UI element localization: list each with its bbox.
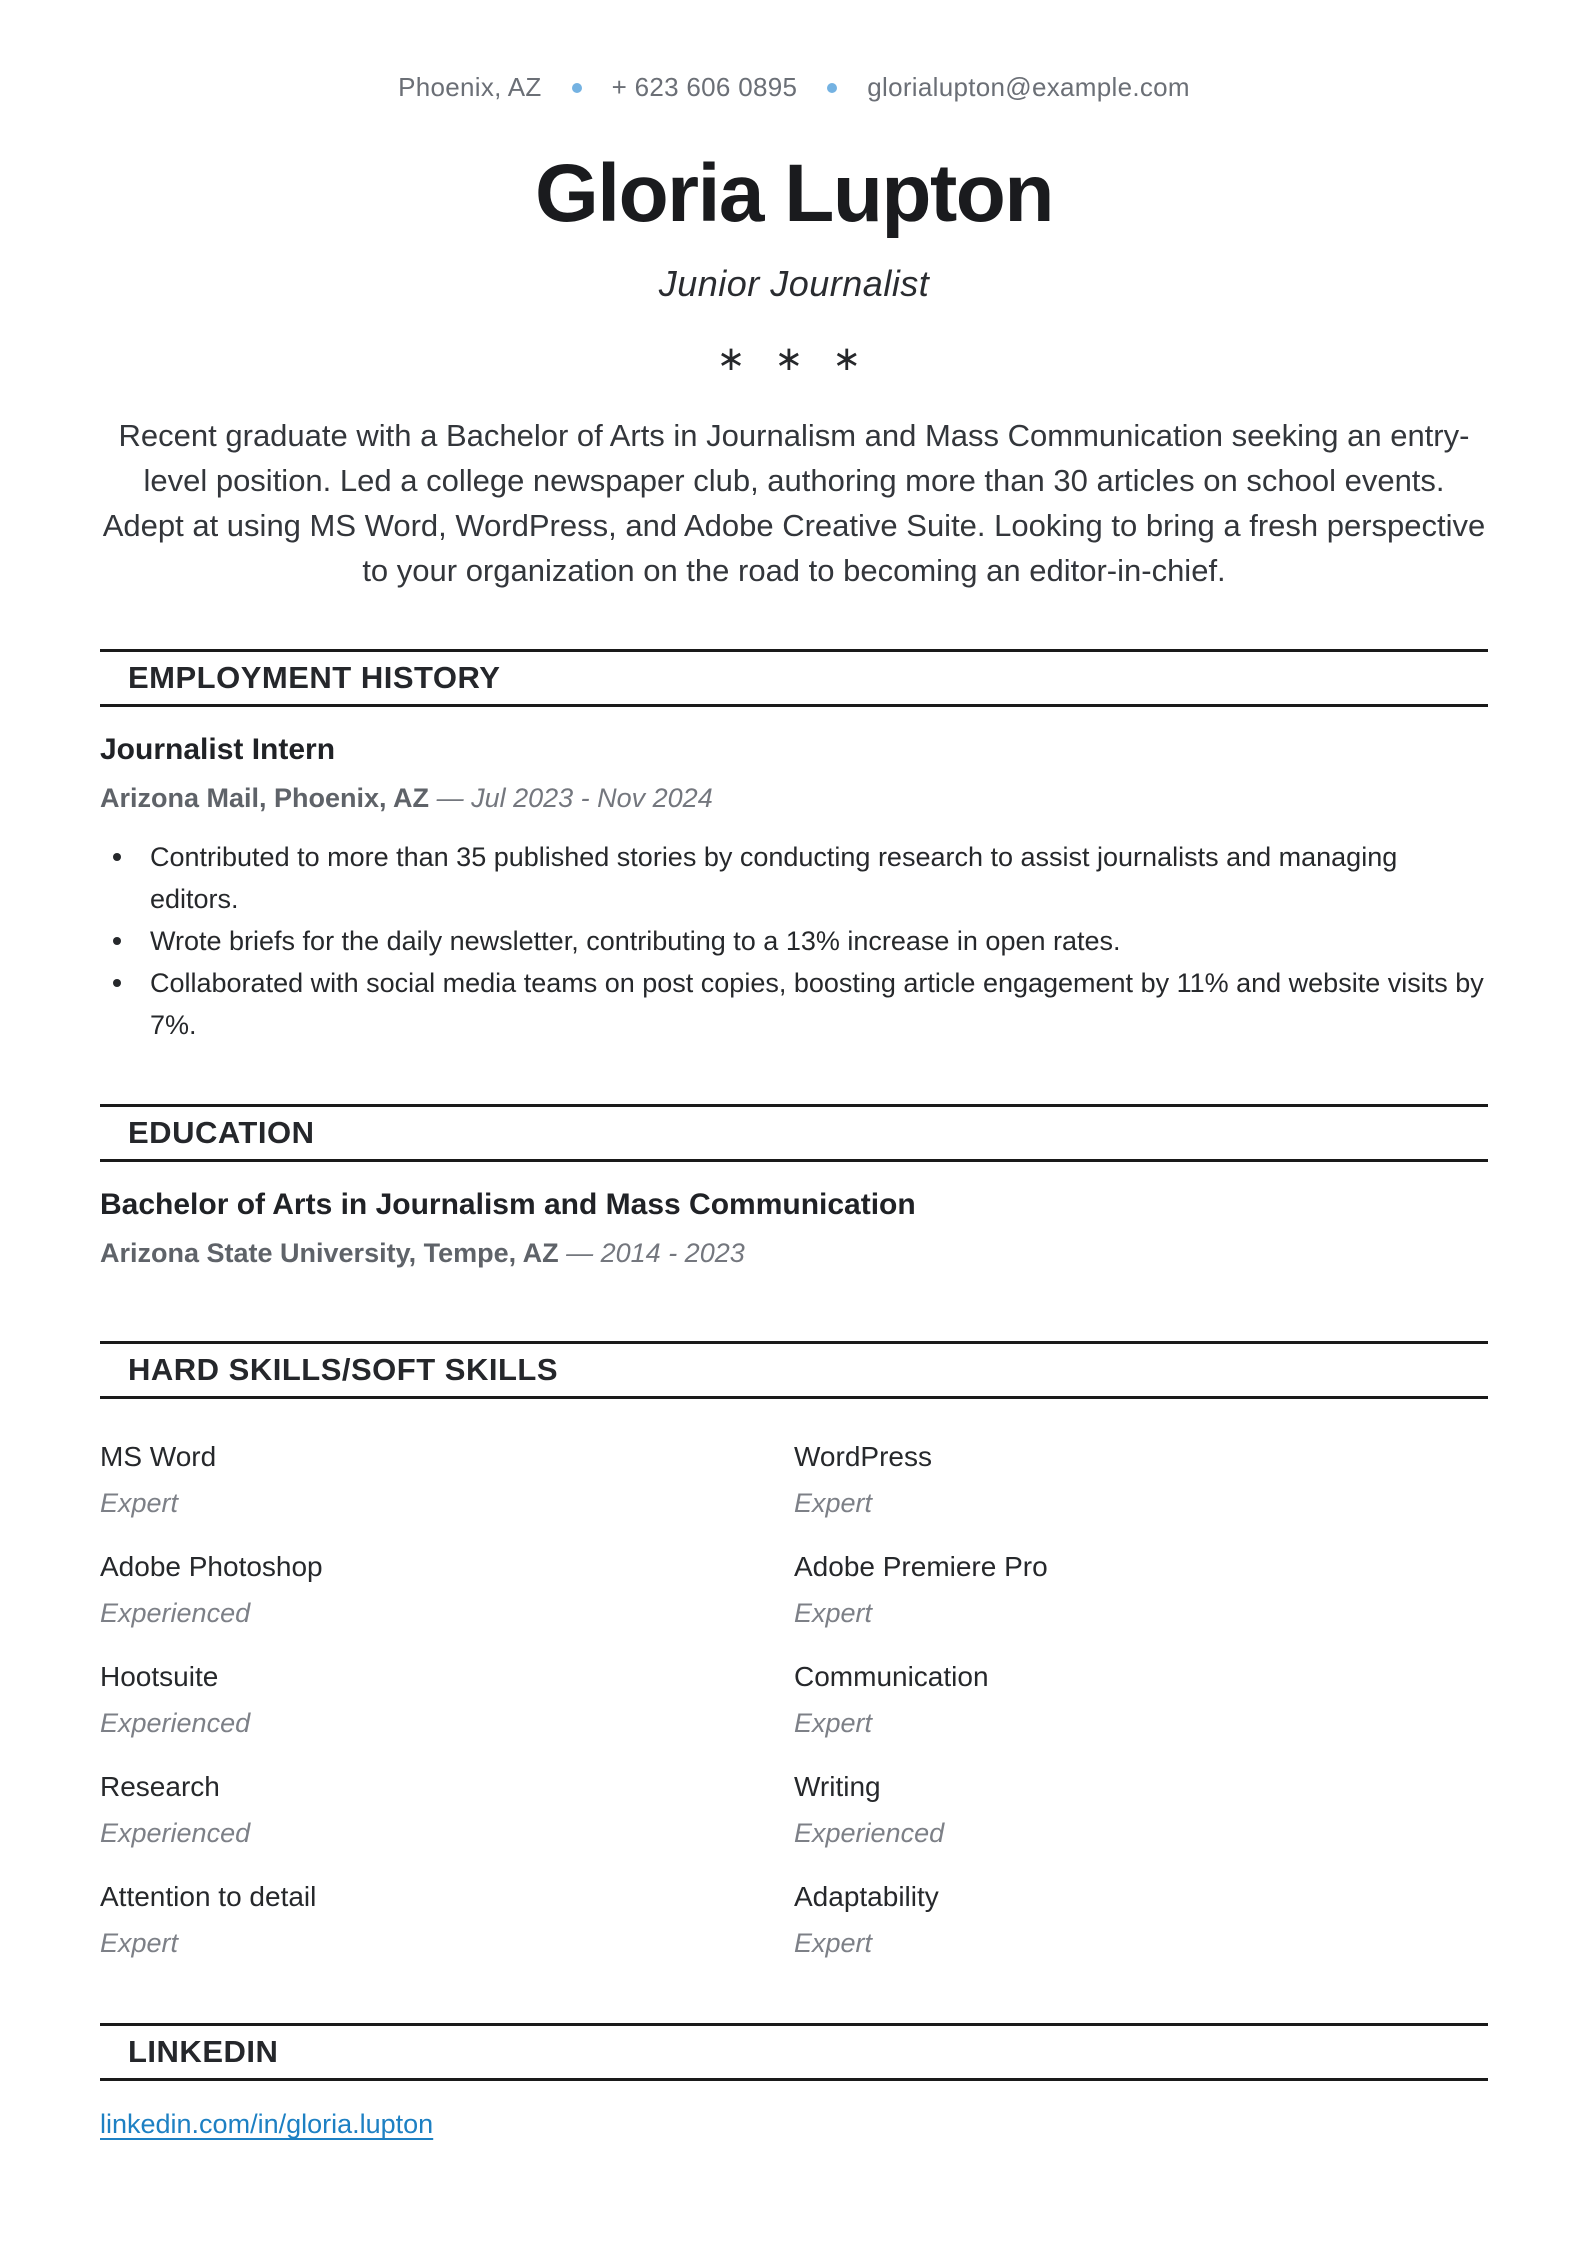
skill-level: Expert [794,1708,873,1739]
skill-level: Expert [100,1928,179,1959]
candidate-name: Gloria Lupton [535,148,1053,239]
section-title-linkedin: LINKEDIN [100,2023,1488,2081]
skill-name: Communication [794,1661,989,1693]
skill-level: Experienced [100,1598,251,1629]
skill-name: Adobe Premiere Pro [794,1551,1048,1583]
skill-level: Expert [794,1928,873,1959]
skill-item [100,1771,794,1849]
skill-level: Experienced [794,1818,945,1849]
skill-name: Writing [794,1771,881,1803]
skill-name: Adobe Photoshop [100,1551,323,1583]
skills-grid [100,1441,1488,1959]
skill-item [794,1881,1488,1959]
skill-item [794,1661,1488,1739]
section-title-employment-history: EMPLOYMENT HISTORY [100,649,1488,707]
employment-bullet: Collaborated with social media teams on post copies, boosting article engagement by 11% and website visits by 7%. [150,962,1488,1046]
section-title-skills: HARD SKILLS/SOFT SKILLS [100,1341,1488,1399]
skill-level: Expert [100,1488,179,1519]
profile-summary: Recent graduate with a Bachelor of Arts in Journalism and Mass Communication seeking an entry-level position. Led a college newspaper club, authoring more than 30 articles on school events. Adept at using MS Word, WordPress, and Adobe Creative Suite. Looking to bring a fresh perspective to your organization on the road to becoming an editor-in-chief. [102,418,1486,588]
linkedin-profile-link[interactable]: linkedin.com/in/gloria.lupton [100,2109,434,2140]
employment-company: Arizona Mail, Phoenix, AZ [100,783,430,814]
candidate-job-title: Junior Journalist [658,263,930,304]
contact-phone: + 623 606 0895 [611,72,798,102]
skill-level: Expert [794,1488,873,1519]
education-degree: Bachelor of Arts in Journalism and Mass Communication [100,1188,916,1222]
skill-item [100,1881,794,1959]
employment-bullet-list [100,836,1488,1046]
skill-name: Adaptability [794,1881,939,1913]
education-school: Arizona State University, Tempe, AZ [100,1238,559,1269]
contact-location: Phoenix, AZ [398,72,542,102]
employment-dates: — Jul 2023 - Nov 2024 [436,783,713,814]
skill-level: Experienced [100,1818,251,1849]
skill-level: Experienced [100,1708,251,1739]
skill-name: WordPress [794,1441,932,1473]
skill-name: Hootsuite [100,1661,219,1693]
skill-item [794,1771,1488,1849]
employment-bullet: Wrote briefs for the daily newsletter, contributing to a 13% increase in open rates. [150,920,1488,962]
bullet-separator-icon [827,83,837,93]
section-title-education: EDUCATION [100,1104,1488,1162]
contact-email: glorialupton@example.com [867,72,1190,102]
skill-name: Research [100,1771,220,1803]
job-title-journalist-intern: Journalist Intern [100,733,336,767]
bullet-separator-icon [572,83,582,93]
skill-item [794,1441,1488,1519]
skill-name: Attention to detail [100,1881,317,1913]
education-meta-line [100,1238,1488,1269]
skill-level: Expert [794,1598,873,1629]
employment-meta-line [100,783,1488,814]
skill-item [100,1551,794,1629]
education-dates: — 2014 - 2023 [566,1238,745,1269]
asterisk-divider: ∗ ∗ ∗ [716,340,872,378]
skill-name: MS Word [100,1441,217,1473]
skill-item [794,1551,1488,1629]
skill-item [100,1441,794,1519]
contact-row [100,0,1488,103]
skill-item [100,1661,794,1739]
employment-bullet: Contributed to more than 35 published stories by conducting research to assist journalists and managing editors. [150,836,1488,920]
